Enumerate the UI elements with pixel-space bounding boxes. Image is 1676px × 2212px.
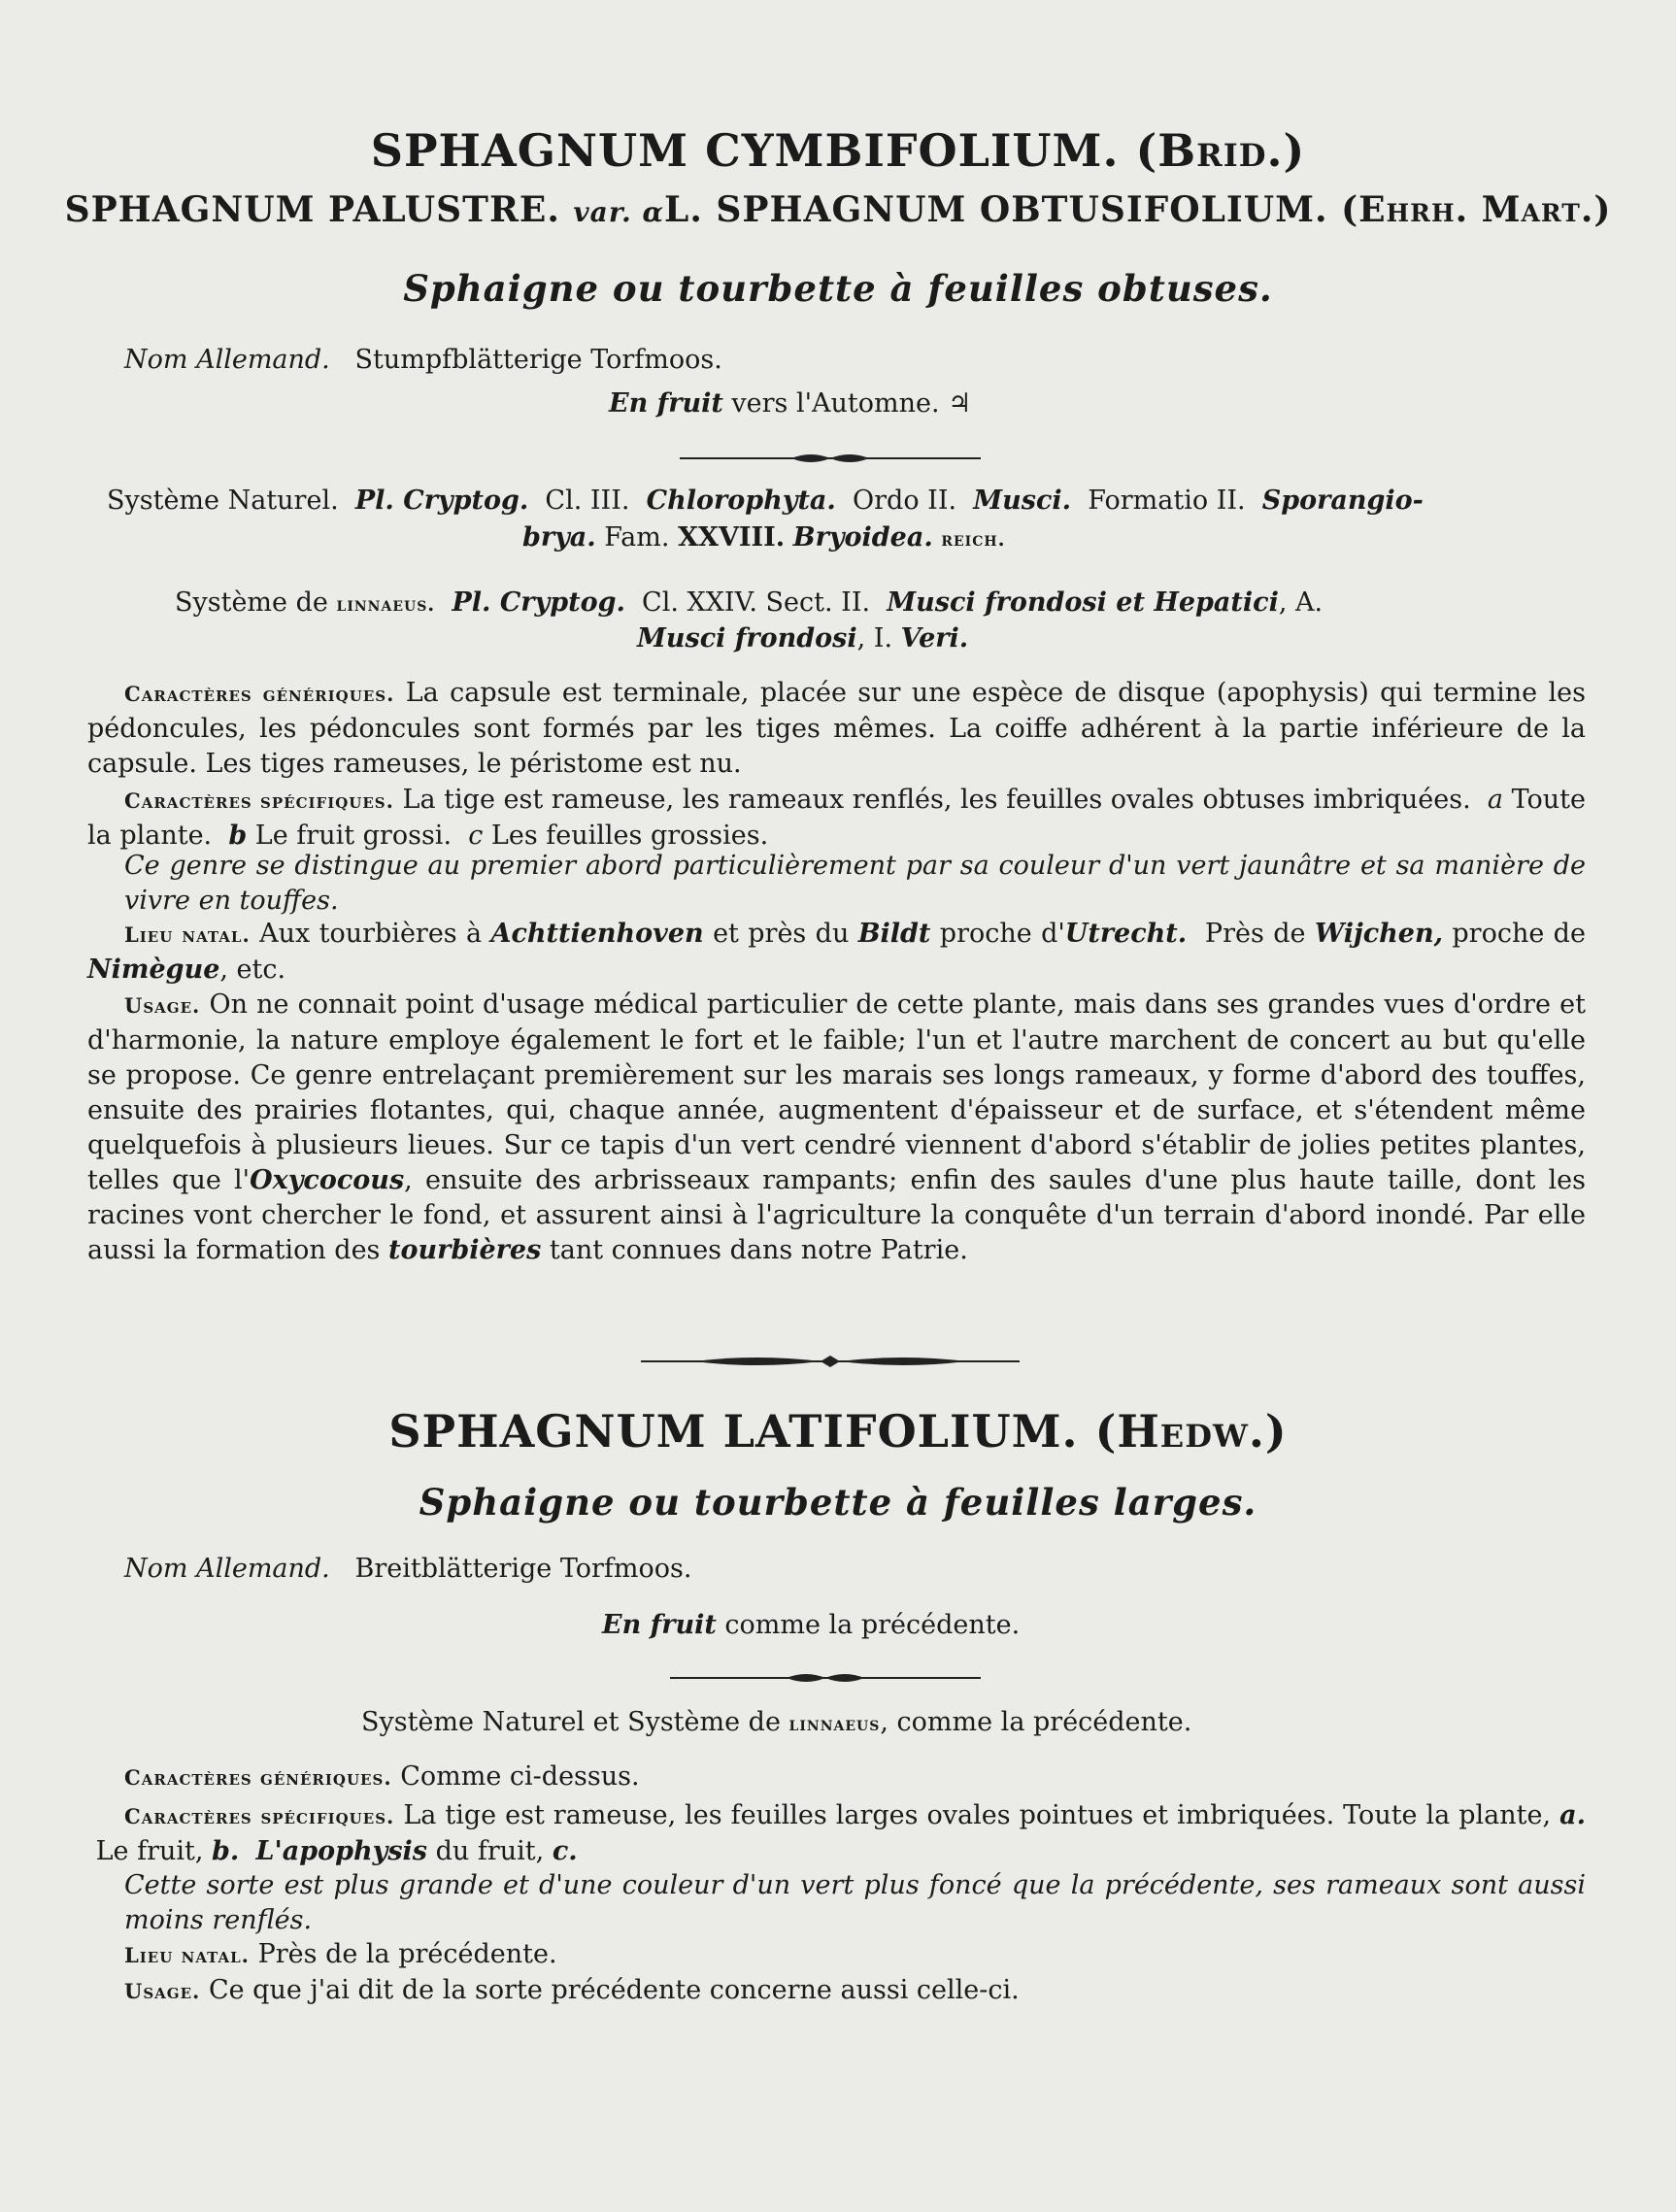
synonym-line: SPHAGNUM PALUSTRE. var. αL. SPHAGNUM OBTUSIFOLIUM. (Ehrh. Mart.): [64, 189, 1612, 230]
fruit-time-2: En fruit comme la précédente.: [602, 1610, 1021, 1640]
german-name-2: Nom Allemand. Breitblätterige Torfmoos.: [124, 1554, 692, 1584]
usage-2: Usage. Ce que j'ai dit de la sorte précédente concerne aussi celle-ci.: [124, 1975, 1020, 2005]
linnaeus-system-1: Système de linnaeus. Pl. Cryptog. Cl. XXIV. Sect. II. Musci frondosi et Hepatici, A.: [175, 587, 1324, 618]
specific-characters-2: Caractères spécifiques. La tige est rameuse, les feuilles larges ovales pointues et imbriquées. Toute la plante, a. Le fruit, b. L'apophysis du fruit, c.: [95, 1800, 1586, 1866]
species-note-2: Cette sorte est plus grande et d'une couleur d'un vert plus foncé que la précédente, ses rameaux sont aussi moins renflés.: [124, 1870, 1586, 1935]
linnaeus-system-1-cont: Musci frondosi, I. Veri.: [637, 623, 969, 654]
ornamental-rule-2: [670, 1666, 981, 1690]
section-divider: [641, 1350, 1020, 1373]
natural-system-1: Système Naturel. Pl. Cryptog. Cl. III. Chlorophyta. Ordo II. Musci. Formatio II. Sporangio-: [107, 486, 1424, 516]
french-name-1: Sphaigne ou tourbette à feuilles obtuses.: [403, 267, 1273, 310]
ornamental-rule-1: [680, 447, 981, 470]
species-title-2: SPHAGNUM LATIFOLIUM. (Hedw.): [388, 1405, 1288, 1458]
native-place-2: Lieu natal. Près de la précédente.: [124, 1939, 557, 1969]
usage-1: Usage. On ne connait point d'usage médical particulier de cette plante, mais dans ses grandes vues d'ordre et d'harmonie, la nature employe également le fort et le faible; l'un et l'autre marchent de concert au but qu'elle se propose. Ce genre entrelaçant premièrement sur les marais ses longs rameaux, y forme d'abord des touffes, ensuite des prairies flotantes, qui, chaque année, augmentent d'épaisseur et de surface, et s'étendent même quelquefois à plusieurs lieues. Sur ce tapis d'un vert cendré viennent d'abord s'établir de jolies petites plantes, telles que l'Oxycocous, ensuite des arbrisseaux rampants; enfin des saules d'une plus haute taille, dont les racines vont chercher le fond, et assurent ainsi à l'agriculture la conquête d'un terrain d'abord inondé. Par elle aussi la formation des tourbières tant connues dans notre Patrie.: [87, 989, 1587, 1265]
french-name-2: Sphaigne ou tourbette à feuilles larges.: [419, 1481, 1257, 1524]
generic-characters-1: Caractères génériques. La capsule est terminale, placée sur une espèce de disque (apophysis) qui termine les pédoncules, les pédoncules sont formés par les tiges mêmes. La coiffe adhérent à la partie inférieure de la capsule. Les tiges rameuses, le péristome est nu.: [87, 678, 1586, 779]
systems-2: Système Naturel et Système de linnaeus, comme la précédente.: [361, 1707, 1192, 1737]
specific-characters-1: Caractères spécifiques. La tige est rameuse, les rameaux renflés, les feuilles ovales obtuses imbriquées. a Toute la plante. b Le fruit grossi. c Les feuilles grossies.: [87, 785, 1586, 851]
generic-characters-2: Caractères génériques. Comme ci-dessus.: [124, 1761, 640, 1792]
fruit-time-1: En fruit vers l'Automne. ♃: [609, 388, 972, 419]
species-title-1: SPHAGNUM CYMBIFOLIUM. (Brid.): [370, 124, 1306, 177]
natural-system-1-cont: brya. Fam. XXVIII. Bryoidea. reich.: [522, 522, 1006, 553]
genus-note-1: Ce genre se distingue au premier abord particulièrement par sa couleur d'un vert jaunâtre et sa manière de vivre en touffes.: [124, 851, 1586, 916]
native-place-1: Lieu natal. Aux tourbières à Achttienhoven et près du Bildt proche d'Utrecht. Près de Wijchen, proche de Nimègue, etc.: [87, 919, 1586, 985]
german-name-1: Nom Allemand. Stumpfblätterige Torfmoos.: [124, 345, 722, 375]
